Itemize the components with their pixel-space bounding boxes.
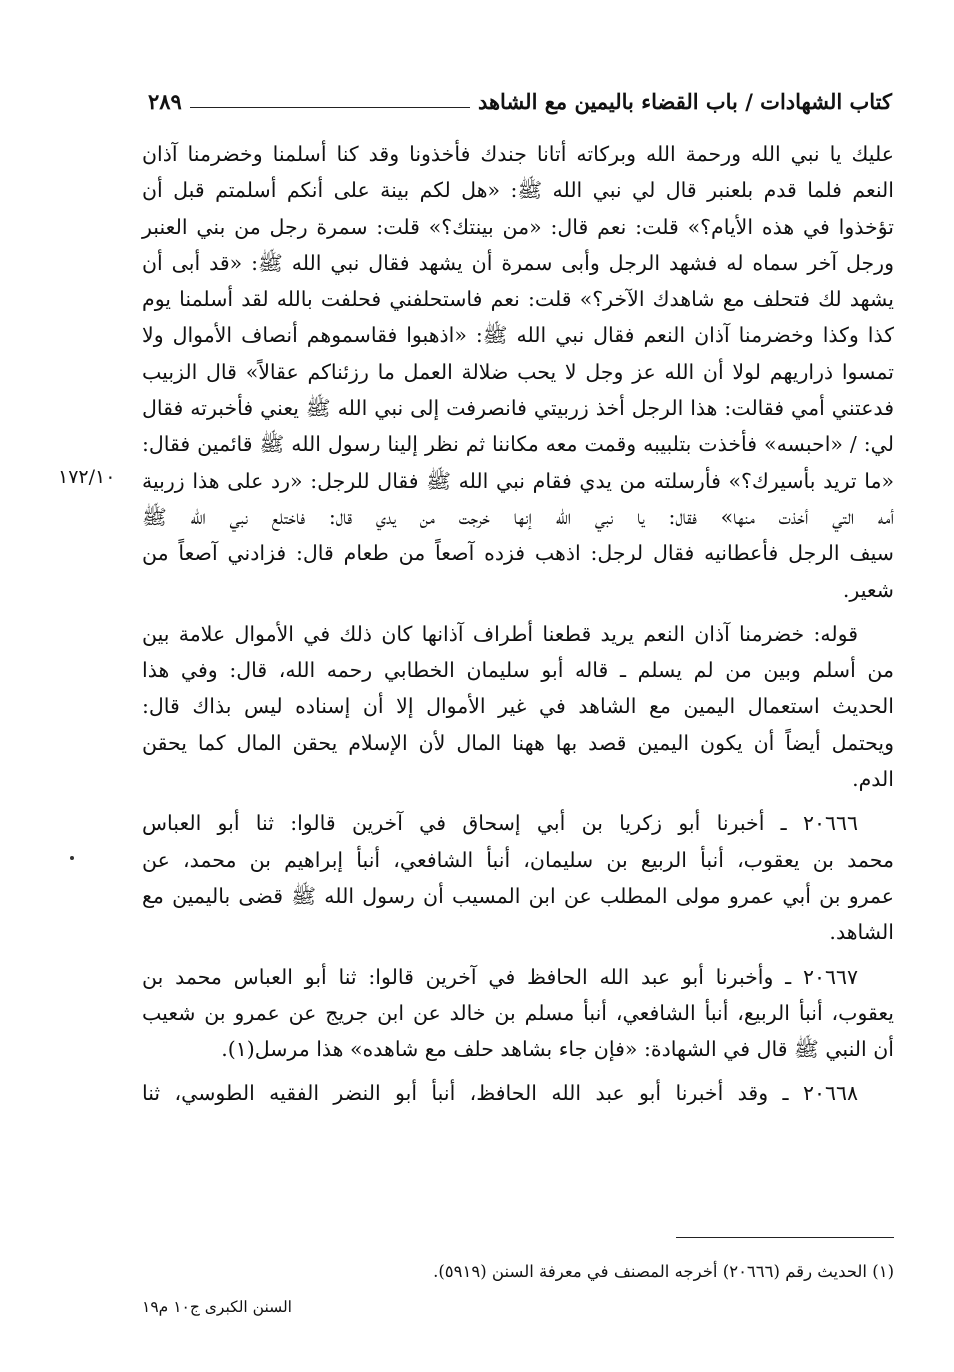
text-line: الحديث استعمال اليمين مع الشاهد في غير الأموال إلا أن إسناده ليس بذاك قال: xyxy=(142,694,894,719)
text-line: ويحتمل أيضاً أن يكون اليمين قصد بها ههنا المال لأن الإسلام يحقن المال كما يحقن xyxy=(142,730,894,755)
main-text xyxy=(142,136,894,1112)
printer-signature: السنن الكبرى ج١٠ م١٩ xyxy=(142,1298,292,1316)
text-line: ٢٠٦٦٨ ـ وقد أخبرنا أبو عبد الله الحافظ، أنبأ أبو النضر الفقيه الطوسي، ثنا xyxy=(142,1081,858,1106)
paragraph-gap xyxy=(142,951,894,959)
running-header xyxy=(148,84,892,118)
footnote-rule xyxy=(676,1237,894,1238)
text-line: من أسلم وبين من لم يسلم ـ قاله أبو سليمان الخطابي رحمه الله، قال: وفي هذا xyxy=(142,658,894,683)
text-line: الشاهد. xyxy=(829,920,894,945)
paragraph-hadith-20668 xyxy=(142,1075,894,1111)
text-line: محمد بن يعقوب، أنبأ الربيع بن سليمان، أنبأ الشافعي، أنبأ إبراهيم بن محمد، عن xyxy=(142,847,895,872)
text-line: أمه التي أخذت منها» فقال: يا نبي الله إنها خرجت من يدي قال: فاختلع نبي الله ﷺ xyxy=(142,504,894,529)
text-line: شعير. xyxy=(842,577,894,602)
paragraph-gap xyxy=(142,1067,894,1075)
paragraph-hadith-20666 xyxy=(142,805,894,950)
text-line: قوله: خضرمنا آذان النعم يريد قطعنا أطراف آذانها كان ذلك في الأموال علامة بين xyxy=(142,621,859,646)
text-line: كذا وكذا وخضرمنا آذان النعم فقال نبي الله ﷺ: «اذهبوا فقاسموهم أنصاف الأموال ولا xyxy=(142,323,894,348)
text-line: عمرو بن أبي عمرو مولى المطلب عن ابن المسيب أن رسول الله ﷺ قضى باليمين مع xyxy=(142,883,894,908)
paragraph-hadith-20667 xyxy=(142,959,894,1068)
text-line: عليك يا نبي الله ورحمة الله وبركاته أتانا جندك فأخذونا وقد كنا أسلمنا وخضرمنا آذان xyxy=(142,142,894,166)
stray-mark xyxy=(70,856,74,860)
text-line: تؤخذوا في هذه الأيام؟» قلت: نعم قال: «من بينتك؟» قلت: سمرة رجل من بني العنبر xyxy=(142,214,894,239)
text-line: الدم. xyxy=(852,767,894,792)
margin-volume-page-ref: ١٧٢/١٠ xyxy=(58,466,116,488)
text-line: يعقوب، أنبأ الربيع، أنبأ الشافعي، أنبأ مسلم بن خالد عن ابن جريج عن عمرو بن شعيب xyxy=(142,1000,894,1025)
text-line: سيف الرجل فأعطانيه فقال لرجل: اذهب فزده آصعاً من طعام قال: فزادني آصعاً من xyxy=(142,541,894,566)
paragraph-commentary xyxy=(142,616,894,797)
text-line: ٢٠٦٦٧ ـ وأخبرنا أبو عبد الله الحافظ في آخرين قالوا: ثنا أبو العباس محمد بن xyxy=(142,964,858,989)
text-line: النعم فلما قدم بلعنبر قال لي نبي الله ﷺ: «هل لكم بينة على أنكم أسلمتم قبل أن xyxy=(142,178,894,203)
page-number: ٢٨٩ xyxy=(148,88,182,114)
text-line: فدعتني أمي فقالت: هذا الرجل أخذ زربيتي فانصرفت إلى نبي الله ﷺ يعني فأخبرته فقال xyxy=(142,396,894,421)
text-line: تمسوا ذراريهم لولا أن الله عز وجل لا يحب ضلالة العمل ما رزئناكم عقالاً» قال الزبيب xyxy=(142,359,894,384)
paragraph-gap xyxy=(142,608,894,616)
text-line: ورجل آخر سماه له فشهد الرجل وأبى سمرة أن يشهد فقال نبي الله ﷺ: «قد أبى أن xyxy=(142,250,894,275)
header-rule xyxy=(190,107,470,108)
text-line: ٢٠٦٦٦ ـ أخبرنا أبو زكريا بن أبي إسحاق في آخرين قالوا: ثنا أبو العباس xyxy=(142,811,859,836)
footnote: (١) الحديث رقم (٢٠٦٦٦) أخرجه المصنف في معرفة السنن (٥٩١٩). xyxy=(433,1262,894,1281)
text-line: «ما تريد بأسيرك؟» فأرسلته من يدي فقام نبي الله ﷺ فقال للرجل: «رد على هذا زربية xyxy=(142,468,894,493)
paragraph-hadith-continuation xyxy=(142,136,894,608)
text-line: لي: / «احبسه» فأخذت بتلبيبه وقمت معه مكاننا ثم نظر إلينا رسول الله ﷺ قائمين فقال: xyxy=(142,432,894,457)
text-line: يشهد لك فتحلف مع شاهدك الآخر؟» قلت: نعم فاستحلفني فحلفت بالله لقد أسلمنا يوم xyxy=(142,287,894,312)
paragraph-gap xyxy=(142,797,894,805)
text-line: أن النبي ﷺ قال في الشهادة: «فإن جاء بشاهد حلف مع شاهده» هذا مرسل(١). xyxy=(221,1037,894,1062)
header-title: كتاب الشهادات / باب القضاء باليمين مع الشاهد xyxy=(477,88,892,114)
